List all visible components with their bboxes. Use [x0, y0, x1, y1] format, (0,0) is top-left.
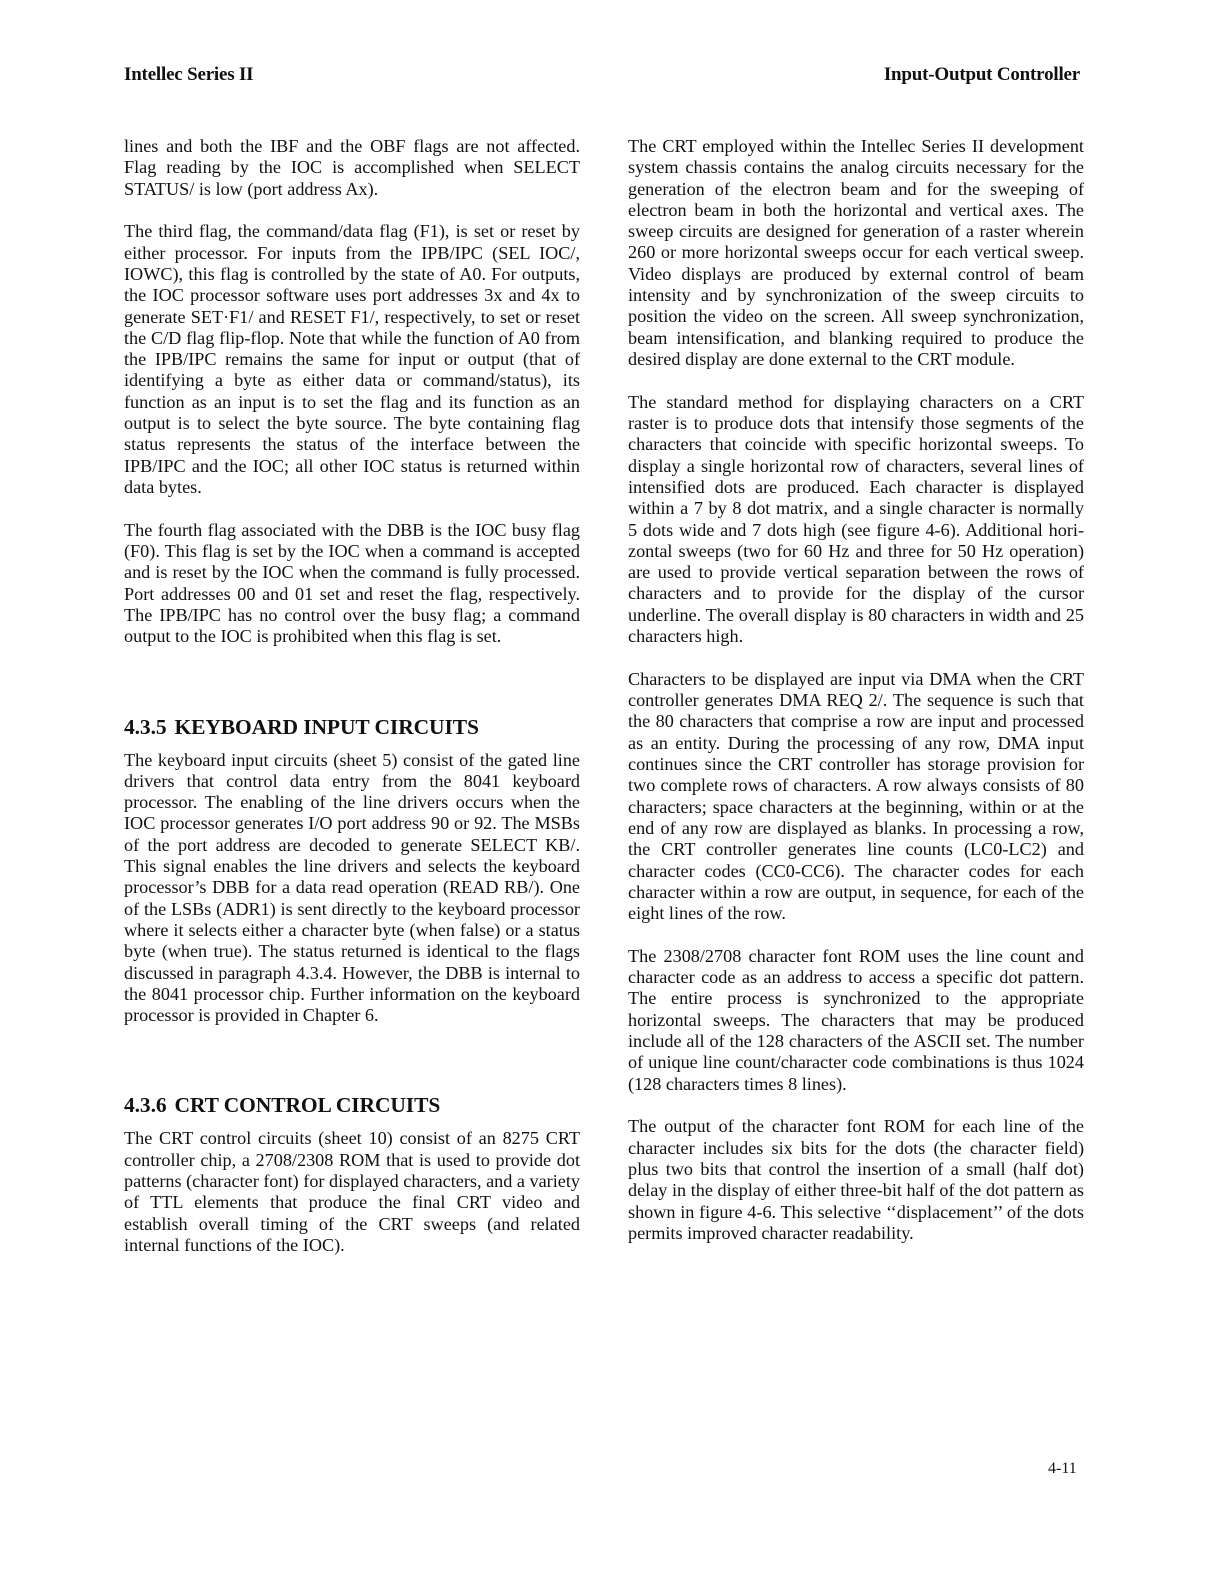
- paragraph-keyboard-input: The keyboard input circuits (sheet 5) consist of the gated line drivers that control data entry from the 8041 keyboard processor. The enabling of the line drivers occurs when the IOC processor generates I/O port address 90 or 92. The MSBs of the port address are decoded to generate SELECT KB/. This signal enables the line drivers and selects the keyboard processor’s DBB for a data read operation (READ RB/). One of the LSBs (ADR1) is sent directly to the keyboard processor where it selects either a character byte (when false) or a status byte (when true). The status returned is identical to the flags discussed in paragraph 4.3.4. However, the DBB is internal to the 8041 processor chip. Further information on the keyboard processor is provided in Chapter 6.: [124, 749, 580, 1026]
- section-title: CRT CONTROL CIRCUITS: [174, 1093, 441, 1118]
- right-column: [628, 136, 1084, 1266]
- section-title: KEYBOARD INPUT CIRCUITS: [174, 714, 479, 739]
- paragraph-flags-continued: lines and both the IBF and the OBF flags are not affected. Flag reading by the IOC is accomplished when SELECT STATUS/ is low (port address Ax).: [124, 136, 580, 199]
- paragraph-font-rom: The 2308/2708 character font ROM uses the line count and character code as an address to access a specific dot pattern. The entire process is synchronized to the appropriate horizontal sweeps. The characters that may be produced include all of the 128 characters of the ASCII set. The number of unique line count/character code combinations is thus 1024 (128 characters times 8 lines).: [628, 945, 1084, 1094]
- section-heading-crt-control-circuits: [124, 1092, 580, 1118]
- running-head-right: Input-Output Controller: [883, 64, 1080, 85]
- paragraph-character-display-method: The standard method for displaying characters on a CRT raster is to produce dots that intensify those segments of the characters that coincide with specific horizontal sweeps. To display a single horizontal row of characters, several lines of intensified dots are produced. Each character is displayed within a 7 by 8 dot matrix, and a single character is normally 5 dots wide and 7 dots high (see figure 4-6). Additional horizontal sweeps (two for 60 Hz and three for 50 Hz operation) are used to provide vertical separation between the rows of characters and to provide for the display of the cursor underline. The overall display is 80 characters in width and 25 characters high.: [628, 391, 1084, 647]
- running-head-left: Intellec Series II: [124, 64, 254, 85]
- section-heading-keyboard-input-circuits: [124, 714, 580, 740]
- left-column: [124, 136, 580, 1278]
- page-number: 4-11: [1048, 1460, 1077, 1477]
- paragraph-crt-control: The CRT control circuits (sheet 10) consist of an 8275 CRT controller chip, a 2708/2308 ROM that is used to provide dot patterns (character font) for displayed characters, and a variety of TTL elements that produce the final CRT video and establish overall timing of the CRT sweeps (and related internal functions of the IOC).: [124, 1128, 580, 1255]
- section-number: 4.3.6: [124, 1093, 167, 1118]
- paragraph-crt-analog: The CRT employed within the Intellec Series II development system chassis contains the analog circuits necessary for the generation of the electron beam and for the sweeping of electron beam in both the horizontal and vertical axes. The sweep circuits are designed for generation of a raster wherein 260 or more horizontal sweeps occur for each vertical sweep. Video displays are produced by external control of beam intensity and by synchronization of the sweep circuits to position the video on the screen. All sweep synchronization, beam intensification, and blanking required to produce the desired display are done external to the CRT module.: [628, 136, 1084, 369]
- paragraph-font-rom-output: The output of the character font ROM for each line of the character includes six bits for the dots (the character field) plus two bits that control the insertion of a small (half dot) delay in the display of either three-bit half of the dot pattern as shown in figure 4-6. This selective ‘‘displacement’’ of the dots permits improved character readability.: [628, 1116, 1084, 1243]
- paragraph-command-data-flag: The third flag, the command/data flag (F1), is set or reset by either processor. For inputs from the IPB/IPC (SEL IOC/, IOWC), this flag is controlled by the state of A0. For outputs, the IOC processor software uses port addresses 3x and 4x to generate SET·F1/ and RESET F1/, respectively, to set or reset the C/D flag flip-flop. Note that while the function of A0 from the IPB/IPC remains the same for input or output (that of identifying a byte as either data or command/status), its function as an input is to set the flag and its function as an output is to select the byte source. The byte containing flag status represents the status of the interface between the IPB/IPC and the IOC; all other IOC status is returned within data bytes.: [124, 221, 580, 497]
- paragraph-busy-flag: The fourth flag associated with the DBB is the IOC busy flag (F0). This flag is set by the IOC when a command is accepted and is reset by the IOC when the command is fully processed. Port addresses 00 and 01 set and reset the flag, respectively. The IPB/IPC has no control over the busy flag; a command output to the IOC is prohibited when this flag is set.: [124, 519, 580, 647]
- section-number: 4.3.5: [124, 714, 167, 739]
- paragraph-dma-input: Characters to be displayed are input via DMA when the CRT controller generates DMA REQ 2/. The sequence is such that the 80 characters that comprise a row are input and processed as an entity. During the processing of any row, DMA input continues since the CRT controller has storage provision for two complete rows of characters. A row always consists of 80 characters; space characters at the beginning, within or at the end of any row are displayed as blanks. In processing a row, the CRT controller generates line counts (LC0-LC2) and character codes (CC0-CC6). The character codes for each character within a row are output, in sequence, for each of the eight lines of the row.: [628, 668, 1084, 924]
